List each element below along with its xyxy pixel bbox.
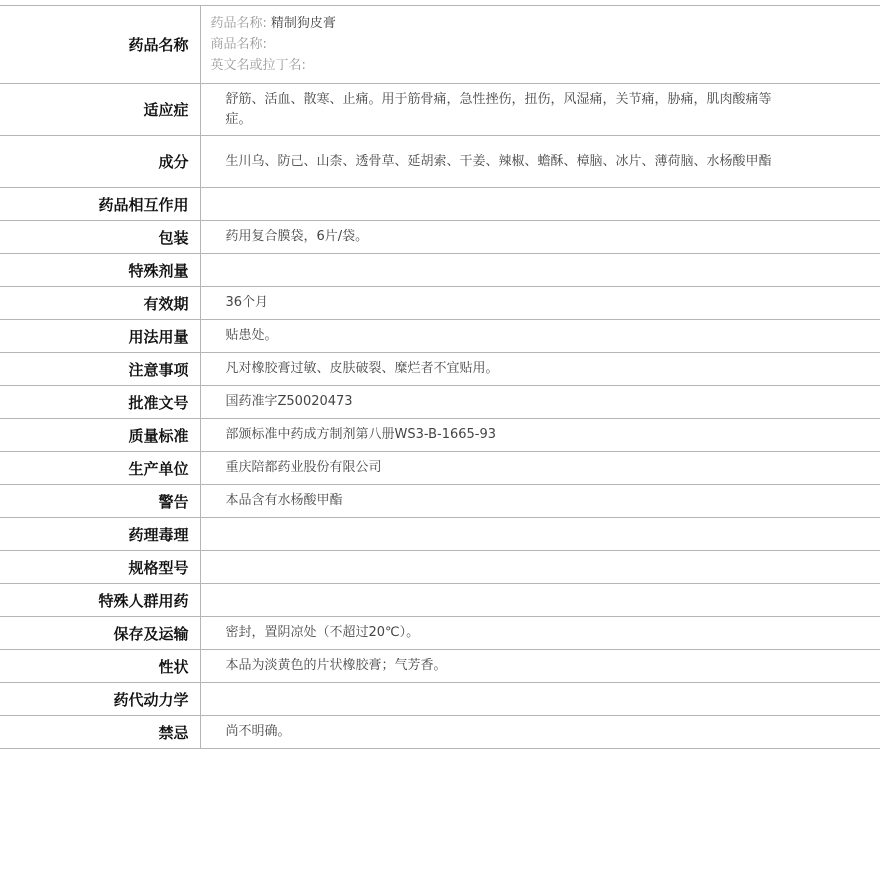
row-label: 成分 bbox=[0, 136, 200, 188]
row-label: 生产单位 bbox=[0, 452, 200, 485]
row-value: 部颁标准中药成方制剂第八册WS3-B-1665-93 bbox=[200, 419, 880, 452]
row-label: 药代动力学 bbox=[0, 683, 200, 716]
trade-name-line bbox=[211, 34, 880, 55]
table-row bbox=[0, 136, 880, 188]
row-label: 特殊剂量 bbox=[0, 254, 200, 287]
table-row bbox=[0, 650, 880, 683]
row-label: 用法用量 bbox=[0, 320, 200, 353]
row-label: 有效期 bbox=[0, 287, 200, 320]
row-label: 禁忌 bbox=[0, 716, 200, 749]
drug-name-block bbox=[201, 13, 880, 76]
row-value: 贴患处。 bbox=[200, 320, 880, 353]
english-name-line bbox=[211, 55, 880, 76]
row-value: 舒筋、活血、散寒、止痛。用于筋骨痛，急性挫伤，扭伤，风湿痛，关节痛，胁痛，肌肉酸痛等症。 bbox=[200, 84, 880, 136]
row-label: 注意事项 bbox=[0, 353, 200, 386]
table-row bbox=[0, 716, 880, 749]
table-row bbox=[0, 551, 880, 584]
table-row bbox=[0, 485, 880, 518]
row-label: 药品名称 bbox=[0, 6, 200, 84]
row-label: 药品相互作用 bbox=[0, 188, 200, 221]
generic-name-line bbox=[211, 13, 880, 34]
row-label: 包装 bbox=[0, 221, 200, 254]
table-row bbox=[0, 84, 880, 136]
row-label: 保存及运输 bbox=[0, 617, 200, 650]
row-value: 本品为淡黄色的片状橡胶膏；气芳香。 bbox=[200, 650, 880, 683]
row-value: 尚不明确。 bbox=[200, 716, 880, 749]
drug-spec-table bbox=[0, 5, 880, 749]
row-value: 重庆陪都药业股份有限公司 bbox=[200, 452, 880, 485]
row-value: 密封，置阴凉处（不超过20℃）。 bbox=[200, 617, 880, 650]
table-row bbox=[0, 287, 880, 320]
row-label: 警告 bbox=[0, 485, 200, 518]
generic-name-label: 药品名称: bbox=[210, 16, 267, 31]
drug-name-cell bbox=[200, 6, 880, 84]
table-row bbox=[0, 254, 880, 287]
row-value: 凡对橡胶膏过敏、皮肤破裂、糜烂者不宜贴用。 bbox=[200, 353, 880, 386]
table-row bbox=[0, 452, 880, 485]
table-row bbox=[0, 386, 880, 419]
row-label: 药理毒理 bbox=[0, 518, 200, 551]
row-value: 本品含有水杨酸甲酯 bbox=[200, 485, 880, 518]
table-row bbox=[0, 617, 880, 650]
row-label: 特殊人群用药 bbox=[0, 584, 200, 617]
table-row bbox=[0, 6, 880, 84]
table-row bbox=[0, 188, 880, 221]
row-value bbox=[200, 254, 880, 287]
generic-name-value: 精制狗皮膏 bbox=[270, 16, 336, 31]
table-row bbox=[0, 419, 880, 452]
table-row bbox=[0, 320, 880, 353]
row-value bbox=[200, 551, 880, 584]
row-value: 生川乌、防己、山柰、透骨草、延胡索、干姜、辣椒、蟾酥、樟脑、冰片、薄荷脑、水杨酸甲酯 bbox=[200, 136, 880, 188]
trade-name-label: 商品名称: bbox=[210, 37, 267, 52]
row-value: 药用复合膜袋，6片/袋。 bbox=[200, 221, 880, 254]
row-label: 规格型号 bbox=[0, 551, 200, 584]
row-value bbox=[200, 188, 880, 221]
table-row bbox=[0, 584, 880, 617]
row-value bbox=[200, 683, 880, 716]
row-value bbox=[200, 518, 880, 551]
row-value: 国药准字Z50020473 bbox=[200, 386, 880, 419]
row-value: 36个月 bbox=[200, 287, 880, 320]
table-row bbox=[0, 518, 880, 551]
table-row bbox=[0, 683, 880, 716]
row-value bbox=[200, 584, 880, 617]
row-label: 适应症 bbox=[0, 84, 200, 136]
table-row bbox=[0, 221, 880, 254]
row-label: 质量标准 bbox=[0, 419, 200, 452]
english-name-label: 英文名或拉丁名: bbox=[210, 58, 306, 73]
row-label: 批准文号 bbox=[0, 386, 200, 419]
row-label: 性状 bbox=[0, 650, 200, 683]
table-row bbox=[0, 353, 880, 386]
